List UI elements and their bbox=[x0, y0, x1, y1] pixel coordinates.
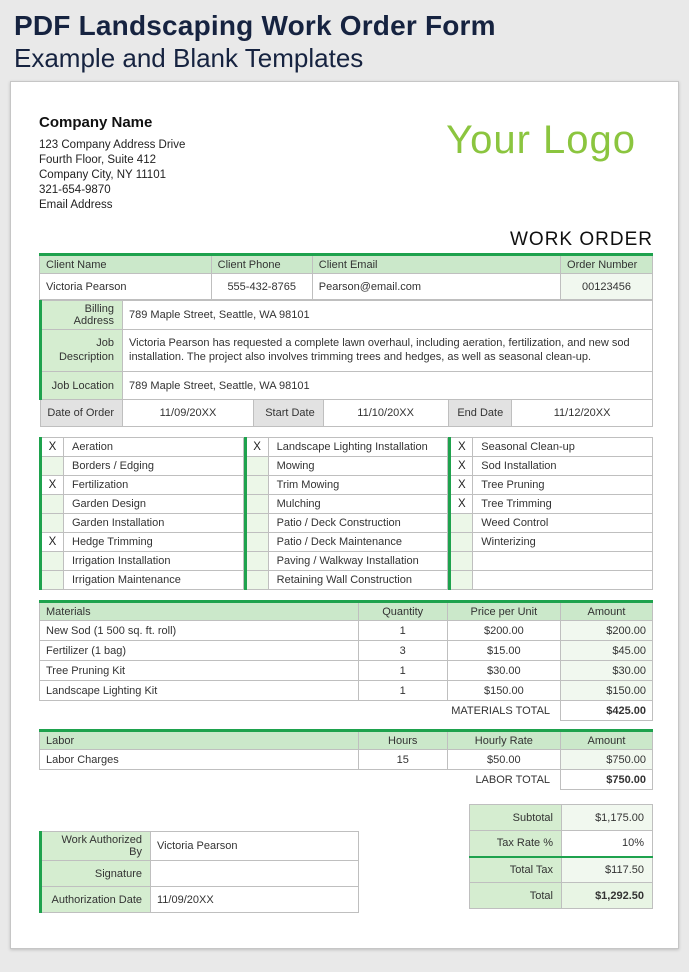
services-checklist bbox=[39, 437, 653, 590]
billing-address-field[interactable]: 789 Maple Street, Seattle, WA 98101 bbox=[123, 301, 653, 330]
date-of-order-field[interactable]: 11/09/20XX bbox=[123, 400, 254, 427]
service-checkbox[interactable]: X bbox=[41, 438, 64, 457]
totals-table bbox=[469, 804, 653, 909]
work-authorized-by-field[interactable]: Victoria Pearson bbox=[151, 832, 359, 861]
service-label bbox=[473, 571, 653, 590]
service-label: Weed Control bbox=[473, 514, 653, 533]
material-row bbox=[40, 681, 653, 701]
service-checkbox[interactable]: X bbox=[41, 533, 64, 552]
service-checkbox[interactable] bbox=[41, 495, 64, 514]
service-label: Patio / Deck Maintenance bbox=[268, 533, 448, 552]
billing-address-label: Billing Address bbox=[41, 301, 123, 330]
labor-item-field[interactable]: Labor Charges bbox=[40, 750, 359, 770]
start-date-field[interactable]: 11/10/20XX bbox=[323, 400, 448, 427]
material-qty-field[interactable]: 3 bbox=[358, 641, 447, 661]
services-column-2 bbox=[244, 437, 449, 590]
services-column-1 bbox=[39, 437, 244, 590]
amount-header: Amount bbox=[561, 731, 653, 750]
service-label: Tree Trimming bbox=[473, 495, 653, 514]
job-details-table bbox=[39, 300, 653, 427]
hours-header: Hours bbox=[358, 731, 447, 750]
material-price-field[interactable]: $200.00 bbox=[447, 621, 560, 641]
service-label: Garden Design bbox=[64, 495, 244, 514]
client-email-field[interactable]: Pearson@email.com bbox=[312, 274, 560, 300]
service-label: Mowing bbox=[268, 457, 448, 476]
material-qty-field[interactable]: 1 bbox=[358, 661, 447, 681]
end-date-field[interactable]: 11/12/20XX bbox=[512, 400, 653, 427]
company-email: Email Address bbox=[39, 199, 113, 212]
material-amount-value: $30.00 bbox=[561, 661, 653, 681]
material-price-field[interactable]: $30.00 bbox=[447, 661, 560, 681]
client-phone-header: Client Phone bbox=[211, 255, 312, 274]
materials-total-value: $425.00 bbox=[561, 701, 653, 721]
signature-field[interactable] bbox=[151, 861, 359, 887]
service-label: Trim Mowing bbox=[268, 476, 448, 495]
grand-total-value: $1,292.50 bbox=[562, 883, 653, 909]
start-date-label: Start Date bbox=[253, 400, 323, 427]
work-order-document bbox=[10, 81, 679, 949]
service-checkbox[interactable] bbox=[245, 476, 268, 495]
hourly-rate-header: Hourly Rate bbox=[447, 731, 560, 750]
materials-total-label: MATERIALS TOTAL bbox=[451, 704, 551, 717]
service-checkbox[interactable]: X bbox=[450, 476, 473, 495]
authorization-table bbox=[39, 831, 359, 913]
total-tax-label: Total Tax bbox=[470, 857, 562, 883]
material-price-field[interactable]: $15.00 bbox=[447, 641, 560, 661]
total-tax-value: $117.50 bbox=[562, 857, 653, 883]
order-number-field[interactable]: 00123456 bbox=[561, 274, 653, 300]
job-description-field[interactable]: Victoria Pearson has requested a complete lawn overhaul, including aeration, fertilization, and new sod installation. The project also involves trimming trees and hedges, as well as seasonal clean-up. bbox=[123, 330, 653, 372]
labor-hours-field[interactable]: 15 bbox=[358, 750, 447, 770]
company-address-line: 123 Company Address Drive bbox=[39, 139, 186, 152]
job-description-label: Job Description bbox=[41, 330, 123, 372]
client-email-header: Client Email bbox=[312, 255, 560, 274]
end-date-label: End Date bbox=[448, 400, 512, 427]
service-label bbox=[473, 552, 653, 571]
services-column-3 bbox=[448, 437, 653, 590]
service-label: Irrigation Maintenance bbox=[64, 571, 244, 590]
company-address-line: Company City, NY 11101 bbox=[39, 169, 166, 182]
labor-total-label: LABOR TOTAL bbox=[475, 773, 551, 786]
service-checkbox[interactable] bbox=[41, 514, 64, 533]
company-address-line: Fourth Floor, Suite 412 bbox=[39, 154, 156, 167]
service-label: Garden Installation bbox=[64, 514, 244, 533]
tax-rate-field[interactable]: 10% bbox=[562, 831, 653, 857]
service-label: Patio / Deck Construction bbox=[268, 514, 448, 533]
material-amount-value: $200.00 bbox=[561, 621, 653, 641]
job-location-field[interactable]: 789 Maple Street, Seattle, WA 98101 bbox=[123, 372, 653, 400]
material-row bbox=[40, 641, 653, 661]
service-label: Mulching bbox=[268, 495, 448, 514]
page-subtitle: Example and Blank Templates bbox=[14, 43, 364, 73]
service-checkbox[interactable] bbox=[245, 495, 268, 514]
service-checkbox[interactable] bbox=[245, 457, 268, 476]
material-item-field[interactable]: Landscape Lighting Kit bbox=[40, 681, 359, 701]
service-checkbox[interactable] bbox=[450, 552, 473, 571]
material-row bbox=[40, 661, 653, 681]
service-checkbox[interactable] bbox=[245, 571, 268, 590]
materials-table bbox=[39, 600, 653, 721]
service-checkbox[interactable] bbox=[41, 457, 64, 476]
material-qty-field[interactable]: 1 bbox=[358, 621, 447, 641]
service-checkbox[interactable] bbox=[41, 552, 64, 571]
service-label: Hedge Trimming bbox=[64, 533, 244, 552]
client-phone-field[interactable]: 555-432-8765 bbox=[211, 274, 312, 300]
service-label: Irrigation Installation bbox=[64, 552, 244, 571]
service-label: Tree Pruning bbox=[473, 476, 653, 495]
date-of-order-label: Date of Order bbox=[41, 400, 123, 427]
service-label: Retaining Wall Construction bbox=[268, 571, 448, 590]
materials-header: Materials bbox=[40, 602, 359, 621]
labor-row bbox=[40, 750, 653, 770]
material-row bbox=[40, 621, 653, 641]
service-checkbox[interactable] bbox=[450, 514, 473, 533]
material-amount-value: $150.00 bbox=[561, 681, 653, 701]
job-location-label: Job Location bbox=[41, 372, 123, 400]
client-name-field[interactable]: Victoria Pearson bbox=[40, 274, 212, 300]
material-amount-value: $45.00 bbox=[561, 641, 653, 661]
grand-total-label: Total bbox=[470, 883, 562, 909]
service-label: Fertilization bbox=[64, 476, 244, 495]
client-info-table bbox=[39, 253, 653, 300]
tax-rate-label: Tax Rate % bbox=[470, 831, 562, 857]
amount-header: Amount bbox=[561, 602, 653, 621]
labor-amount-value: $750.00 bbox=[561, 750, 653, 770]
material-item-field[interactable]: New Sod (1 500 sq. ft. roll) bbox=[40, 621, 359, 641]
subtotal-label: Subtotal bbox=[470, 805, 562, 831]
authorization-date-label: Authorization Date bbox=[41, 887, 151, 913]
company-logo-placeholder: Your Logo bbox=[446, 118, 636, 163]
material-item-field[interactable]: Tree Pruning Kit bbox=[40, 661, 359, 681]
service-label: Aeration bbox=[64, 438, 244, 457]
service-checkbox[interactable] bbox=[450, 571, 473, 590]
service-label: Seasonal Clean-up bbox=[473, 438, 653, 457]
service-checkbox[interactable] bbox=[245, 514, 268, 533]
work-authorized-by-label: Work Authorized By bbox=[41, 832, 151, 861]
service-checkbox[interactable]: X bbox=[245, 438, 268, 457]
service-checkbox[interactable]: X bbox=[450, 438, 473, 457]
subtotal-value: $1,175.00 bbox=[562, 805, 653, 831]
material-item-field[interactable]: Fertilizer (1 bag) bbox=[40, 641, 359, 661]
form-title: WORK ORDER bbox=[510, 229, 653, 251]
labor-table bbox=[39, 729, 653, 790]
service-checkbox[interactable]: X bbox=[450, 495, 473, 514]
material-price-field[interactable]: $150.00 bbox=[447, 681, 560, 701]
service-checkbox[interactable] bbox=[245, 552, 268, 571]
page-title: PDF Landscaping Work Order Form bbox=[14, 10, 496, 41]
service-checkbox[interactable] bbox=[245, 533, 268, 552]
service-label: Winterizing bbox=[473, 533, 653, 552]
service-checkbox[interactable]: X bbox=[41, 476, 64, 495]
service-checkbox[interactable] bbox=[450, 533, 473, 552]
client-name-header: Client Name bbox=[40, 255, 212, 274]
price-per-unit-header: Price per Unit bbox=[447, 602, 560, 621]
labor-total-value: $750.00 bbox=[561, 770, 653, 790]
service-label: Borders / Edging bbox=[64, 457, 244, 476]
company-name: Company Name bbox=[39, 114, 153, 132]
service-label: Landscape Lighting Installation bbox=[268, 438, 448, 457]
signature-label: Signature bbox=[41, 861, 151, 887]
service-checkbox[interactable] bbox=[41, 571, 64, 590]
material-qty-field[interactable]: 1 bbox=[358, 681, 447, 701]
company-phone: 321-654-9870 bbox=[39, 184, 111, 197]
page-header bbox=[0, 0, 689, 74]
service-checkbox[interactable]: X bbox=[450, 457, 473, 476]
bottom-section bbox=[39, 804, 653, 913]
order-number-header: Order Number bbox=[561, 255, 653, 274]
quantity-header: Quantity bbox=[358, 602, 447, 621]
authorization-date-field[interactable]: 11/09/20XX bbox=[151, 887, 359, 913]
service-label: Paving / Walkway Installation bbox=[268, 552, 448, 571]
labor-rate-field[interactable]: $50.00 bbox=[447, 750, 560, 770]
service-label: Sod Installation bbox=[473, 457, 653, 476]
labor-header: Labor bbox=[40, 731, 359, 750]
